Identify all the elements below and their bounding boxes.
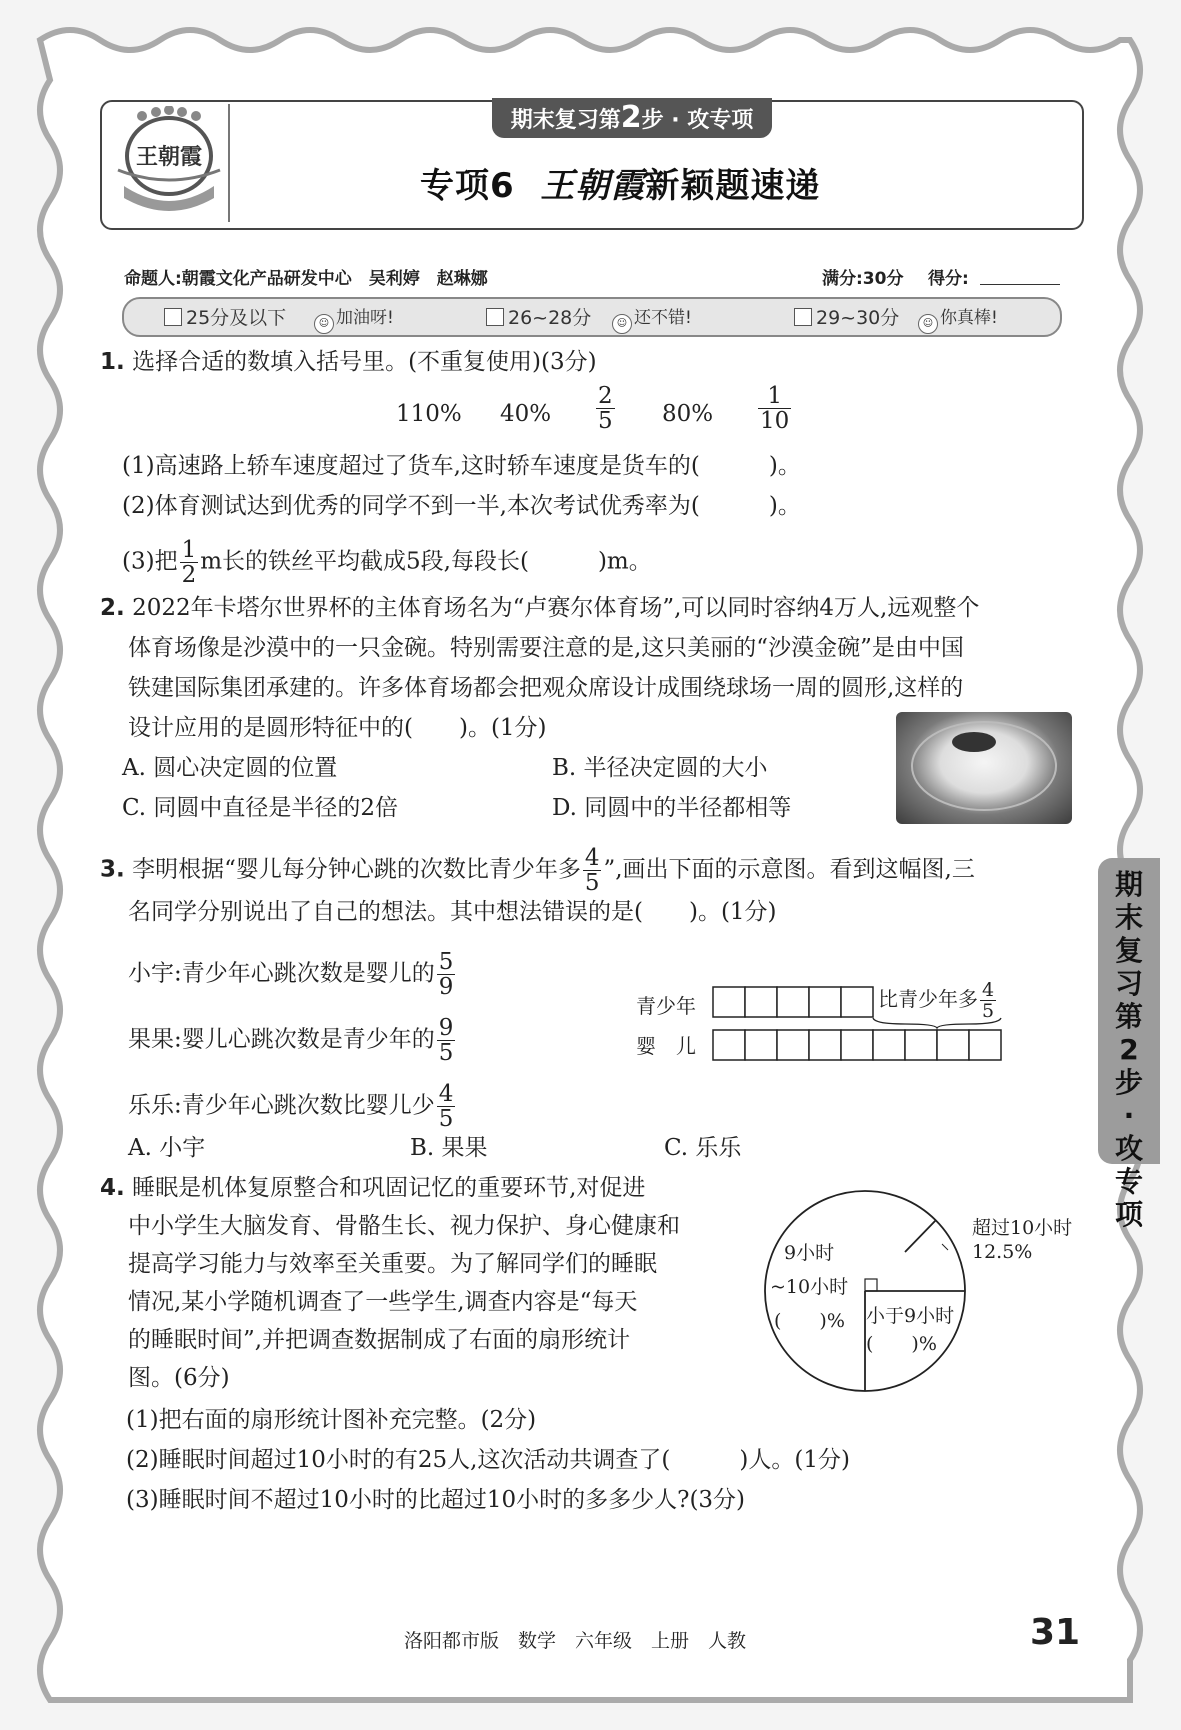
q3-line1: 3. 李明根据“婴儿每分钟心跳的次数比青少年多 $\frac{4}{5}$ ”,画出下面的示意图。看到这幅图,三 — [100, 845, 975, 896]
page-title: 专项6 王朝霞新颖题速递 — [420, 166, 821, 206]
cheer-3: ☺ 你真棒! — [918, 303, 998, 334]
q2-option-d[interactable]: D. 同圆中的半径都相等 — [552, 795, 792, 821]
q4-line2: 中小学生大脑发育、骨骼生长、视力保护、身心健康和 — [128, 1213, 680, 1239]
q4-line6: 图。(6分) — [128, 1365, 230, 1391]
q1-option-two-fifths: $\frac{2}{5}$ — [598, 383, 613, 434]
pie-label-mid: 9小时 ~10小时 ( )% — [770, 1242, 849, 1332]
svg-text:王朝霞: 王朝霞 — [135, 144, 203, 170]
cheer-2: ☺ 还不错! — [612, 303, 692, 334]
q1-stem: 1. 选择合适的数填入括号里。(不重复使用)(3分) — [100, 349, 597, 375]
q1-sub1: (1)高速路上轿车速度超过了货车,这时轿车速度是货车的( )。 — [122, 453, 801, 479]
q3-option-a[interactable]: A. 小宇 — [128, 1135, 206, 1161]
full-score: 满分:30分 — [822, 269, 904, 289]
q3-option-b[interactable]: B. 果果 — [410, 1135, 488, 1161]
diagram-label-baby: 婴 儿 — [636, 1034, 696, 1058]
q2-line2: 体育场像是沙漠中的一只金碗。特别需要注意的是,这只美丽的“沙漠金碗”是由中国 — [128, 635, 964, 661]
face-icon: ☺ — [918, 314, 938, 334]
q2-option-c[interactable]: C. 同圆中直径是半径的2倍 — [122, 795, 399, 821]
step-tab: 期末复习第2步 · 攻专项 — [492, 98, 772, 138]
authors-line: 命题人:朝霞文化产品研发中心 吴利婷 赵琳娜 — [124, 269, 488, 289]
checkbox-2[interactable] — [486, 308, 504, 326]
stadium-photo — [896, 712, 1072, 824]
face-icon: ☺ — [612, 314, 632, 334]
score-item-1: 25分及以下 — [164, 303, 286, 330]
page-number: 31 — [1030, 1612, 1081, 1653]
q4-line1: 4. 睡眠是机体复原整合和巩固记忆的重要环节,对促进 — [100, 1175, 646, 1201]
q3-xiaoyu: 小宇:青少年心跳次数是婴儿的 $\frac{5}{9}$ — [128, 949, 454, 1000]
footer-edition: 洛阳都市版 数学 六年级 上册 人教 — [404, 1630, 747, 1652]
stadium-roof — [896, 712, 1072, 824]
checkbox-1[interactable] — [164, 308, 182, 326]
side-tab-label: 期末复习第2步·攻专项 — [1114, 868, 1143, 1231]
pie-label-under: 小于9小时 ( )% — [866, 1305, 955, 1355]
diagram-label-teen: 青少年 — [636, 994, 696, 1018]
score-item-2: 26~28分 — [486, 303, 591, 330]
q1-option-one-tenth: $\frac{1}{10}$ — [760, 383, 790, 434]
q2-option-b[interactable]: B. 半径决定圆的大小 — [552, 755, 768, 781]
q3-guoguo: 果果:婴儿心跳次数是青少年的 $\frac{9}{5}$ — [128, 1015, 454, 1066]
checkbox-3[interactable] — [794, 308, 812, 326]
face-icon: ☺ — [314, 314, 334, 334]
cheer-1: ☺ 加油呀! — [314, 303, 394, 334]
pie-label-over: 超过10小时 12.5% — [972, 1217, 1073, 1263]
q2-line1: 2. 2022年卡塔尔世界杯的主体育场名为“卢赛尔体育场”,可以同时容纳4万人,远观整个 — [100, 595, 980, 621]
q2-line3: 铁建国际集团承建的。许多体育场都会把观众席设计成围绕球场一周的圆形,这样的 — [128, 675, 964, 701]
q4-line4: 情况,某小学随机调查了一些学生,调查内容是“每天 — [128, 1289, 638, 1315]
q3-option-c[interactable]: C. 乐乐 — [664, 1135, 742, 1161]
q4-sub2: (2)睡眠时间超过10小时的有25人,这次活动共调查了( )人。(1分) — [126, 1447, 850, 1473]
q4-line3: 提高学习能力与效率至关重要。为了解同学们的睡眠 — [128, 1251, 657, 1277]
q1-sub2: (2)体育测试达到优秀的同学不到一半,本次考试优秀率为( )。 — [122, 493, 801, 519]
q1-option-110: 110% — [396, 401, 462, 427]
q1-option-80: 80% — [662, 401, 714, 427]
q1-option-40: 40% — [500, 401, 552, 427]
score-label: 得分: — [928, 269, 969, 289]
q3-line2: 名同学分别说出了自己的想法。其中想法错误的是( )。(1分) — [128, 899, 777, 925]
q4-sub1: (1)把右面的扇形统计图补充完整。(2分) — [126, 1407, 537, 1433]
q4-line5: 的睡眠时间”,并把调查数据制成了右面的扇形统计 — [128, 1327, 631, 1353]
diagram-note: 比青少年多 $\frac{4}{5}$ — [878, 979, 995, 1022]
q3-lele: 乐乐:青少年心跳次数比婴儿少 $\frac{4}{5}$ — [128, 1081, 454, 1132]
brand-logo — [114, 106, 224, 218]
q1-sub3: (3)把 $\frac{1}{2}$ m长的铁丝平均截成5段,每段长( )m。 — [122, 537, 652, 588]
logo-divider — [228, 104, 230, 222]
q2-option-a[interactable]: A. 圆心决定圆的位置 — [122, 755, 338, 781]
q4-sub3: (3)睡眠时间不超过10小时的比超过10小时的多多少人?(3分) — [126, 1487, 746, 1513]
q2-line4: 设计应用的是圆形特征中的( )。(1分) — [128, 715, 547, 741]
score-item-3: 29~30分 — [794, 303, 899, 330]
score-blank-line — [980, 284, 1060, 285]
